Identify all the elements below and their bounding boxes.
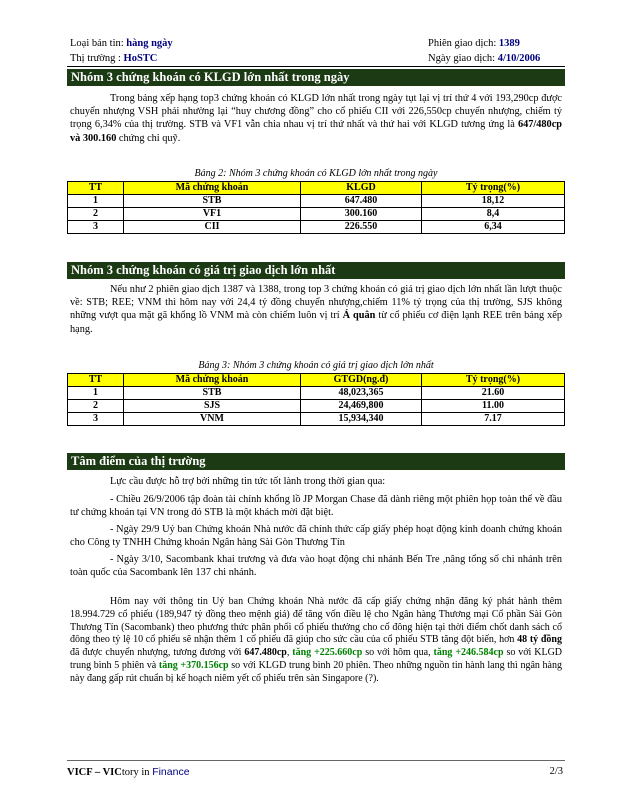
table-cell: SJS xyxy=(124,400,301,413)
footer xyxy=(67,766,565,778)
header-cell: TT xyxy=(68,374,124,387)
footer-brand: VICF – VICtory in Finance xyxy=(67,766,190,778)
table-cell: 11.00 xyxy=(422,400,565,413)
focus-bullet-2: - Ngày 29/9 Uỷ ban Chứng khoán Nhà nước đã chính thức cấp giấy phép hoạt động kinh doanh chứng khoán cho Công ty TNHH Chứng khoán Ngân hàng Sài Gòn Thương Tín xyxy=(70,524,562,549)
table-cell: 6,34 xyxy=(422,221,565,234)
section1-paragraph: Trong bảng xếp hạng top3 chứng khoán có KLGD lớn nhất trong ngày tụt lại vị trí thứ 4 với 193,290cp được chuyển nhượng VSH phải nhường lại “huy chương đồng” cho cổ phiếu CII với 226,550cp chuyển nhượng, chiếm tỷ trọng 6,34% của thị trường. STB và VF1 vẫn chia nhau vị trí thứ nhất và thứ hai với KLGD tương ứng là 647/480cp và 300.160 chứng chỉ quỹ. xyxy=(70,93,562,144)
table-row xyxy=(68,400,565,413)
header-divider xyxy=(67,66,565,67)
table-cell: 21.60 xyxy=(422,387,565,400)
table-cell: 226.550 xyxy=(301,221,422,234)
table-cell: 15,934,340 xyxy=(301,413,422,426)
table-row xyxy=(68,195,565,208)
header-cell: TT xyxy=(68,182,124,195)
table-header-row xyxy=(68,374,565,387)
table-cell: STB xyxy=(124,387,301,400)
trading-date: Ngày giao dịch: 4/10/2006 xyxy=(428,53,541,64)
market-name: Thị trường : HoSTC xyxy=(70,53,158,64)
table-row xyxy=(68,413,565,426)
header-cell: Tỷ trọng(%) xyxy=(422,182,565,195)
header-cell: Tỷ trọng(%) xyxy=(422,374,565,387)
table-cell: 300.160 xyxy=(301,208,422,221)
session-number: Phiên giao dịch: 1389 xyxy=(428,38,520,49)
volume-table xyxy=(67,181,565,234)
table-cell: CII xyxy=(124,221,301,234)
section-title-volume: Nhóm 3 chứng khoán có KLGD lớn nhất trong ngày xyxy=(67,69,565,86)
section2-paragraph: Nếu như 2 phiên giao dịch 1387 và 1388, trong top 3 chứng khoán có giá trị giao dịch lớn nhất lần lượt thuộc về: STB; REE; VNM thì hôm nay với 24,4 tỷ đồng chuyển nhượng,chiếm 11% tỷ trọng của thị trường, SJS không những vượt qua mặt gã khổng lồ VNM mà còn chiếm luôn vị trí Á quân từ cổ phiếu cơ điện lạnh REE trên bảng xếp hạng. xyxy=(70,284,562,335)
table-cell: 3 xyxy=(68,221,124,234)
table-row xyxy=(68,387,565,400)
table-row xyxy=(68,221,565,234)
table-cell: 18,12 xyxy=(422,195,565,208)
header-cell: Mã chứng khoán xyxy=(124,374,301,387)
value-table xyxy=(67,373,565,426)
table-cell: 1 xyxy=(68,195,124,208)
section-title-value: Nhóm 3 chứng khoán có giá trị giao dịch lớn nhất xyxy=(67,262,565,279)
section-title-focus: Tâm điểm của thị trường xyxy=(67,453,565,470)
focus-main-paragraph: Hôm nay với thông tin Uỷ ban Chứng khoán Nhà nước đã cấp giấy chứng nhận đăng ký phát hành thêm 18.994.729 cổ phiếu (189,947 tỷ đồng theo mệnh giá) để tăng vốn điều lệ cho Ngân hàng Thương mại Cổ phần Sài Gòn Thương Tín (Sacombank) theo phương thức phân phối cổ phiếu thưởng cho cổ đông hiện tại thời điểm chốt danh sách cổ đông theo tỷ lệ 10 cổ phiếu sẽ nhận thêm 1 cổ phiếu đã giúp cho sức cầu của cổ phiếu STB tăng đột biến, hơn 48 tỷ đồng đã được chuyển nhượng, tương đương với 647.480cp, tăng +225.660cp so với hôm qua, tăng +246.584cp so với KLGD trung bình 5 phiên và tăng +370.156cp so với KLGD trung bình 20 phiên. Theo những nguồn tin hành lang thì ngân hàng này đang gấp rút chuẩn bị kế hoạch niêm yết cổ phiếu trên sàn Singapore (?). xyxy=(70,596,563,684)
table-cell: 48,023,365 xyxy=(301,387,422,400)
bulletin-type: Loại bản tin: hàng ngày xyxy=(70,38,173,49)
table-cell: 2 xyxy=(68,208,124,221)
table-row xyxy=(68,208,565,221)
header-cell: Mã chứng khoán xyxy=(124,182,301,195)
table-header-row xyxy=(68,182,565,195)
footer-divider xyxy=(67,760,565,761)
focus-intro: Lực cầu được hỗ trợ bởi những tin tức tốt lành trong thời gian qua: xyxy=(110,476,386,487)
table-cell: STB xyxy=(124,195,301,208)
table-cell: 2 xyxy=(68,400,124,413)
table-cell: 3 xyxy=(68,413,124,426)
table3-caption: Bảng 3: Nhóm 3 chứng khoán có giá trị giao dịch lớn nhất xyxy=(198,360,434,371)
table-cell: VF1 xyxy=(124,208,301,221)
table2-caption: Bảng 2: Nhóm 3 chứng khoán có KLGD lớn nhất trong ngày xyxy=(194,168,438,179)
header-cell: KLGD xyxy=(301,182,422,195)
table-cell: 24,469,800 xyxy=(301,400,422,413)
focus-bullet-3: - Ngày 3/10, Sacombank khai trương và đưa vào hoạt động chi nhánh Bến Tre ,nâng tổng số chi nhánh trên toàn quốc của Sacombank lên 137 chi nhánh. xyxy=(70,554,562,579)
table-cell: 647.480 xyxy=(301,195,422,208)
table-cell: 8,4 xyxy=(422,208,565,221)
focus-bullet-1: - Chiều 26/9/2006 tập đoàn tài chính khổng lồ JP Morgan Chase đã dành riêng một phiên họp toàn thể về đầu tư chứng khoán tại VN trong đó STB là một khách mời đặt biệt. xyxy=(70,494,562,519)
header-cell: GTGD(ng.đ) xyxy=(301,374,422,387)
page-number: 2/3 xyxy=(549,766,563,777)
table-cell: VNM xyxy=(124,413,301,426)
table-cell: 1 xyxy=(68,387,124,400)
table-cell: 7.17 xyxy=(422,413,565,426)
